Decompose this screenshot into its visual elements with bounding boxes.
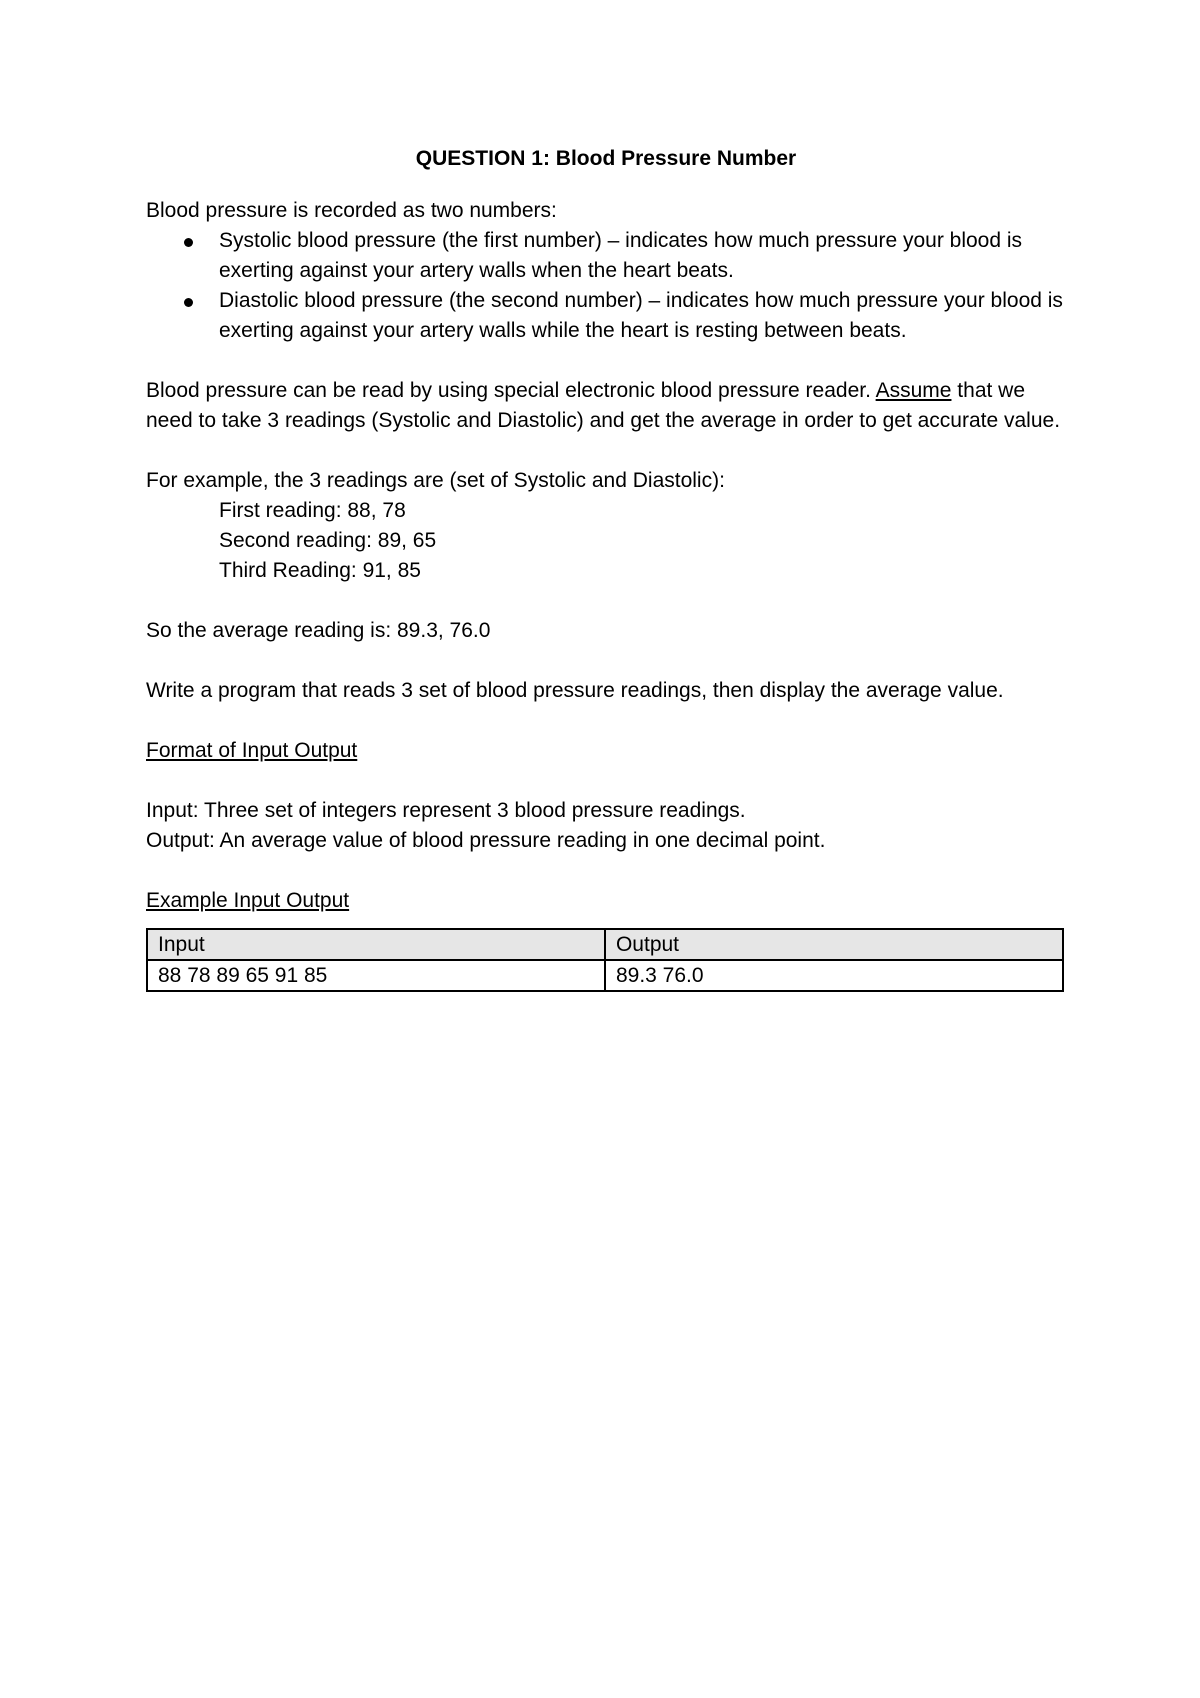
table-header-row [147,929,1063,960]
header-output: Output [605,929,1063,960]
task-text: Write a program that reads 3 set of blood pressure readings, then display the average value. [146,679,1004,702]
reading-first: First reading: 88, 78 [219,499,406,522]
reading-second: Second reading: 89, 65 [219,529,437,552]
example-intro: For example, the 3 readings are (set of Systolic and Diastolic): [146,469,725,492]
example-section [146,466,1066,586]
assume-underlined: Assume [875,379,952,402]
question-title: QUESTION 1: Blood Pressure Number [415,147,797,170]
bp-definition-list [146,226,1066,346]
average-text: So the average reading is: 89.3, 76.0 [146,619,491,642]
input-description: Input: Three set of integers represent 3 blood pressure readings. [146,799,746,822]
reader-text-after: that we need to take 3 readings (Systolic and Diastolic) and get the average in order to get accurate value. [146,379,1061,432]
example-io-heading: Example Input Output [146,889,350,912]
cell-output: 89.3 76.0 [605,960,1063,991]
reader-paragraph [146,376,1066,436]
bullet-icon [184,238,193,247]
format-heading: Format of Input Output [146,739,358,762]
io-format-section [146,796,1066,856]
reading-third: Third Reading: 91, 85 [219,559,421,582]
bullet-icon [184,298,193,307]
example-io-table [146,928,1064,992]
intro-text: Blood pressure is recorded as two numbers: [146,199,557,222]
output-description: Output: An average value of blood pressure reading in one decimal point. [146,829,826,852]
document-page [146,144,1066,992]
diastolic-text: Diastolic blood pressure (the second number) – indicates how much pressure your blood is exerting against your artery walls while the heart is resting between beats. [219,289,1063,342]
systolic-text: Systolic blood pressure (the first number) – indicates how much pressure your blood is exerting against your artery walls when the heart beats. [219,229,1023,282]
reader-text-before: Blood pressure can be read by using special electronic blood pressure reader. [146,379,876,402]
header-input: Input [147,929,605,960]
table-row [147,960,1063,991]
list-item-diastolic [146,286,1066,346]
cell-input: 88 78 89 65 91 85 [147,960,605,991]
intro-section [146,196,1066,346]
list-item-systolic [146,226,1066,286]
